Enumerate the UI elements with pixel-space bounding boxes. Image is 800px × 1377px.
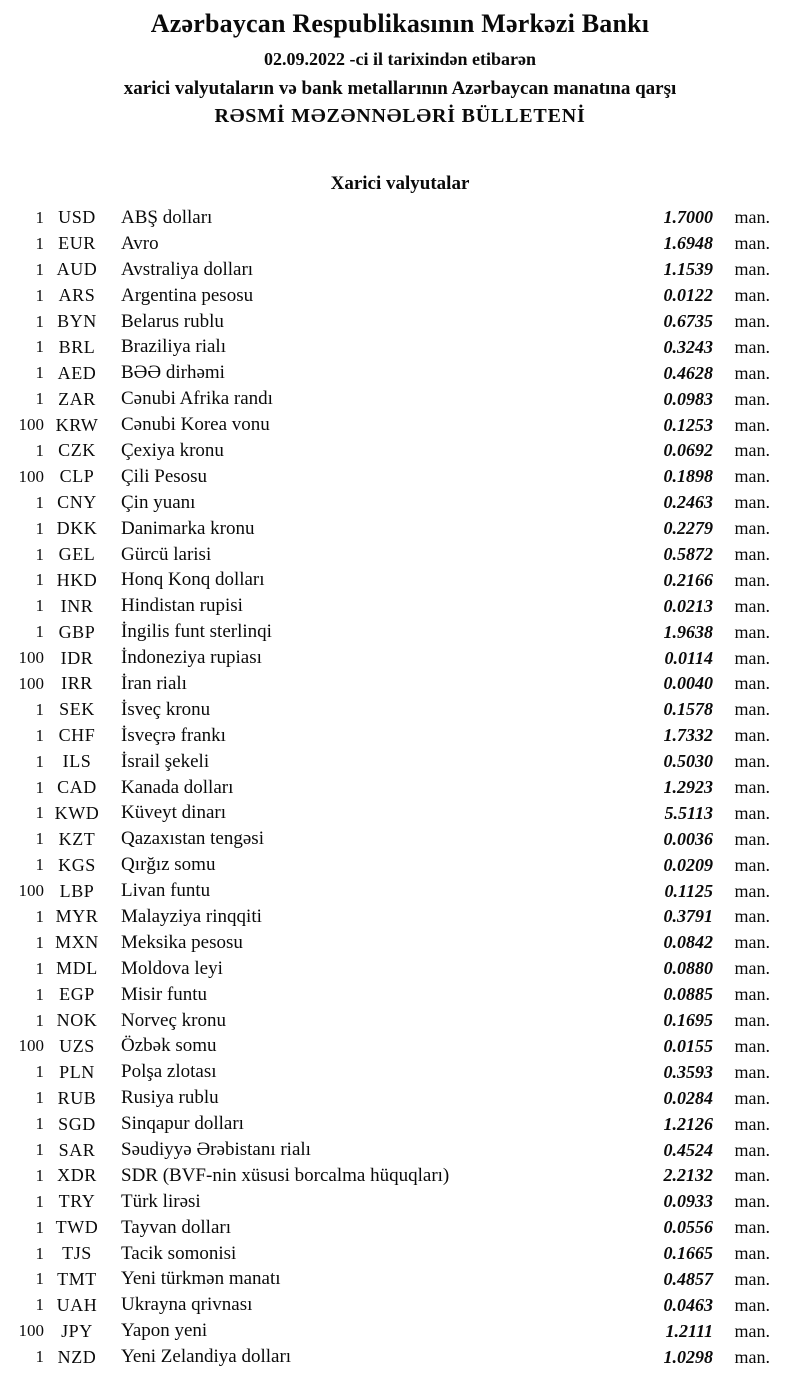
currency-name-cell: Gürcü larisi <box>121 543 212 565</box>
unit-label-cell: man. <box>734 751 770 772</box>
currency-code-cell: UAH <box>56 1294 98 1315</box>
unit-label-cell: man. <box>734 647 770 668</box>
currency-code-cell: GBP <box>58 621 96 642</box>
quantity-cell: 100 <box>18 1036 44 1056</box>
rate-value-cell: 0.0933 <box>663 1191 713 1212</box>
currency-name-cell: Braziliya rialı <box>121 336 226 358</box>
quantity-cell: 1 <box>35 751 44 771</box>
rate-value-cell: 0.0036 <box>663 828 713 849</box>
currency-code-cell: AUD <box>56 259 98 280</box>
quantity-cell: 1 <box>35 1191 44 1211</box>
quantity-cell: 1 <box>35 984 44 1004</box>
currency-code-cell: USD <box>58 207 96 228</box>
quantity-cell: 1 <box>35 1295 44 1315</box>
currency-code-cell: TRY <box>58 1191 96 1212</box>
currency-name-cell: Polşa zlotası <box>121 1061 217 1083</box>
currency-code-cell: RUB <box>57 1087 97 1108</box>
quantity-cell: 1 <box>35 777 44 797</box>
currency-name-cell: Moldova leyi <box>121 957 223 979</box>
rate-value-cell: 0.1695 <box>663 1010 713 1031</box>
quantity-cell: 1 <box>35 699 44 719</box>
currency-name-cell: Danimarka kronu <box>121 517 255 539</box>
currency-name-cell: İsveçrə frankı <box>121 724 226 746</box>
quantity-cell: 1 <box>35 544 44 564</box>
currency-name-cell: Yapon yeni <box>121 1320 208 1342</box>
unit-label-cell: man. <box>734 1087 770 1108</box>
rate-value-cell: 1.7332 <box>663 725 713 746</box>
currency-code-cell: KGS <box>58 854 96 875</box>
unit-label-cell: man. <box>734 388 770 409</box>
rate-value-cell: 0.1665 <box>663 1243 713 1264</box>
currency-code-cell: CLP <box>59 466 95 487</box>
currency-name-cell: Səudiyyə Ərəbistanı rialı <box>121 1139 311 1160</box>
quantity-cell: 1 <box>35 363 44 383</box>
currency-code-cell: SEK <box>59 699 95 720</box>
rate-value-cell: 0.5030 <box>663 751 713 772</box>
currency-code-cell: TMT <box>57 1268 97 1289</box>
rate-value-cell: 0.0213 <box>663 595 713 616</box>
unit-label-cell: man. <box>734 362 770 383</box>
rate-value-cell: 1.1539 <box>663 259 713 280</box>
currency-name-cell: Avro <box>121 232 159 254</box>
rate-value-cell: 0.1898 <box>663 466 713 487</box>
quantity-cell: 1 <box>35 285 44 305</box>
currency-code-cell: UZS <box>59 1035 95 1056</box>
currency-code-cell: CZK <box>58 440 96 461</box>
currency-code-cell: TWD <box>55 1217 99 1238</box>
quantity-cell: 1 <box>35 492 44 512</box>
currency-name-cell: Argentina pesosu <box>121 284 254 306</box>
quantity-cell: 1 <box>35 1217 44 1237</box>
unit-label-cell: man. <box>734 492 770 513</box>
unit-label-cell: man. <box>734 311 770 331</box>
unit-label-cell: man. <box>734 1243 770 1264</box>
currency-code-cell: IDR <box>60 647 94 668</box>
unit-label-cell: man. <box>734 336 770 357</box>
rate-value-cell: 0.5872 <box>663 544 713 565</box>
currency-name-cell: Özbək somu <box>121 1035 217 1057</box>
unit-label-cell: man. <box>734 802 770 823</box>
rate-value-cell: 1.0298 <box>663 1346 713 1367</box>
quantity-cell: 1 <box>35 311 44 331</box>
unit-label-cell: man. <box>734 259 770 280</box>
unit-label-cell: man. <box>734 1268 770 1289</box>
quantity-cell: 1 <box>35 1114 44 1134</box>
rate-value-cell: 0.1253 <box>663 414 713 435</box>
unit-label-cell: man. <box>734 1139 770 1160</box>
currency-code-cell: BRL <box>58 336 96 357</box>
currency-name-cell: Belarus rublu <box>121 310 224 332</box>
unit-label-cell: man. <box>734 854 770 875</box>
quantity-cell: 100 <box>18 881 44 901</box>
quantity-cell: 1 <box>35 829 44 849</box>
quantity-cell: 1 <box>35 596 44 616</box>
currency-name-cell: Hindistan rupisi <box>121 595 243 617</box>
rate-value-cell: 0.0842 <box>663 932 713 953</box>
rate-value-cell: 0.0885 <box>663 984 713 1005</box>
rate-value-cell: 1.9638 <box>663 621 713 642</box>
unit-label-cell: man. <box>734 1217 770 1238</box>
quantity-cell: 1 <box>35 855 44 875</box>
rate-value-cell: 0.6735 <box>663 311 713 331</box>
currency-code-cell: NZD <box>57 1346 97 1367</box>
currency-name-cell: Rusiya rublu <box>121 1087 219 1109</box>
unit-label-cell: man. <box>734 440 770 461</box>
quantity-cell: 100 <box>18 415 44 435</box>
quantity-cell: 100 <box>18 673 44 693</box>
rate-value-cell: 0.1125 <box>664 880 713 901</box>
currency-code-cell: PLN <box>59 1061 95 1082</box>
subtitle-line: xarici valyutaların və bank metallarının Azərbaycan manatına qarşı <box>123 78 677 99</box>
unit-label-cell: man. <box>734 595 770 616</box>
document-header <box>0 8 800 128</box>
currency-code-cell: CAD <box>57 777 97 798</box>
unit-label-cell: man. <box>734 285 770 306</box>
rate-value-cell: 5.5113 <box>664 802 713 823</box>
currency-name-cell: Çili Pesosu <box>121 465 208 487</box>
currency-name-cell: Çexiya kronu <box>121 439 224 461</box>
currency-code-cell: EGP <box>59 984 95 1005</box>
quantity-cell: 1 <box>35 1140 44 1159</box>
currency-name-cell: Qazaxıstan tengəsi <box>121 828 264 850</box>
currency-name-cell: Türk lirəsi <box>121 1190 201 1212</box>
rate-value-cell: 0.2463 <box>663 492 713 513</box>
currency-name-cell: ABŞ dolları <box>121 206 213 228</box>
quantity-cell: 1 <box>35 1088 44 1108</box>
quantity-cell: 1 <box>35 440 44 460</box>
unit-label-cell: man. <box>734 233 770 254</box>
unit-label-cell: man. <box>734 414 770 435</box>
currency-code-cell: XDR <box>57 1165 97 1186</box>
bulletin-title: RƏSMİ MƏZƏNNƏLƏRİ BÜLLETENİ <box>214 105 586 127</box>
currency-name-cell: Cənubi Korea vonu <box>121 414 270 436</box>
unit-label-cell: man. <box>734 958 770 979</box>
currency-code-cell: HKD <box>56 569 98 590</box>
rate-value-cell: 1.2126 <box>663 1113 713 1134</box>
rate-value-cell: 2.2132 <box>663 1165 713 1186</box>
currency-code-cell: AED <box>57 362 97 383</box>
bank-title: Azərbaycan Respublikasının Mərkəzi Bankı <box>150 9 650 38</box>
unit-label-cell: man. <box>734 466 770 487</box>
rate-value-cell: 0.0284 <box>663 1087 713 1108</box>
quantity-cell: 100 <box>18 648 44 668</box>
unit-label-cell: man. <box>734 1346 770 1367</box>
currency-name-cell: Kanada dolları <box>121 776 234 798</box>
quantity-cell: 1 <box>35 570 44 590</box>
currency-name-cell: Livan funtu <box>121 880 211 902</box>
currency-name-cell: Ukrayna qrivnası <box>121 1294 253 1316</box>
rate-value-cell: 0.0122 <box>663 285 713 306</box>
unit-label-cell: man. <box>734 207 770 228</box>
rate-value-cell: 1.6948 <box>663 233 713 254</box>
rate-value-cell: 0.2279 <box>663 518 713 539</box>
unit-label-cell: man. <box>734 1010 770 1031</box>
currency-code-cell: KRW <box>55 414 99 435</box>
currency-code-cell: MYR <box>55 906 99 927</box>
currency-name-cell: Malayziya rinqqiti <box>121 905 262 927</box>
quantity-cell: 1 <box>35 1347 44 1367</box>
quantity-cell: 1 <box>35 1062 44 1082</box>
currency-code-cell: KZT <box>58 828 96 849</box>
unit-label-cell: man. <box>734 906 770 927</box>
currency-name-cell: Norveç kronu <box>121 1009 226 1031</box>
currency-code-cell: EUR <box>58 233 96 254</box>
currency-name-cell: Cənubi Afrika randı <box>121 388 273 410</box>
section-title: Xarici valyutalar <box>330 173 470 194</box>
currency-code-cell: JPY <box>61 1320 93 1341</box>
unit-label-cell: man. <box>734 1191 770 1212</box>
unit-label-cell: man. <box>734 777 770 798</box>
quantity-cell: 1 <box>35 803 44 823</box>
currency-name-cell: İndoneziya rupiası <box>121 647 262 669</box>
quantity-cell: 1 <box>35 233 44 253</box>
currency-name-cell: Honq Konq dolları <box>121 569 265 591</box>
currency-name-cell: İngilis funt sterlinqi <box>121 621 272 643</box>
currency-name-cell: Yeni Zelandiya dolları <box>121 1346 292 1368</box>
currency-name-cell: Avstraliya dolları <box>121 258 254 280</box>
unit-label-cell: man. <box>734 880 770 901</box>
currency-name-cell: Tayvan dolları <box>121 1216 231 1238</box>
quantity-cell: 1 <box>35 1243 44 1263</box>
rate-value-cell: 0.3243 <box>663 336 713 357</box>
currency-code-cell: DKK <box>56 518 98 539</box>
rate-value-cell: 1.2923 <box>663 777 713 798</box>
unit-label-cell: man. <box>734 1113 770 1134</box>
rate-value-cell: 0.0463 <box>663 1294 713 1315</box>
currency-name-cell: Yeni türkmən manatı <box>121 1268 281 1290</box>
rate-value-cell: 0.0155 <box>663 1035 713 1056</box>
unit-label-cell: man. <box>734 725 770 746</box>
quantity-cell: 1 <box>35 622 44 642</box>
unit-label-cell: man. <box>734 828 770 849</box>
unit-label-cell: man. <box>734 673 770 694</box>
currency-name-cell: Qırğız somu <box>121 854 216 876</box>
quantity-cell: 1 <box>35 207 44 227</box>
quantity-cell: 1 <box>35 906 44 926</box>
currency-code-cell: CHF <box>58 725 96 746</box>
currency-name-cell: Çin yuanı <box>121 491 196 513</box>
currency-code-cell: CNY <box>57 492 97 513</box>
unit-label-cell: man. <box>734 544 770 565</box>
rate-value-cell: 0.4524 <box>663 1139 713 1160</box>
quantity-cell: 1 <box>35 1010 44 1030</box>
currency-code-cell: IRR <box>61 673 93 694</box>
rate-value-cell: 0.0880 <box>663 958 713 979</box>
unit-label-cell: man. <box>734 1061 770 1082</box>
currency-name-cell: Küveyt dinarı <box>121 802 227 824</box>
quantity-cell: 1 <box>35 958 44 978</box>
unit-label-cell: man. <box>734 932 770 953</box>
currency-code-cell: ZAR <box>58 388 96 409</box>
rate-value-cell: 0.2166 <box>663 569 713 590</box>
rate-value-cell: 0.0556 <box>663 1217 713 1238</box>
rate-value-cell: 0.4857 <box>663 1268 713 1289</box>
currency-code-cell: GEL <box>58 544 96 565</box>
quantity-cell: 1 <box>35 1165 44 1185</box>
currency-code-cell: SAR <box>58 1139 96 1160</box>
quantity-cell: 100 <box>18 466 44 486</box>
currency-name-cell: BƏƏ dirhəmi <box>121 362 225 384</box>
currency-code-cell: INR <box>60 595 94 616</box>
currency-code-cell: MDL <box>56 958 98 979</box>
currency-name-cell: Tacik somonisi <box>121 1242 237 1264</box>
rate-value-cell: 0.0983 <box>663 388 713 409</box>
currency-name-cell: İran rialı <box>121 672 187 694</box>
rate-value-cell: 0.0114 <box>664 647 713 668</box>
quantity-cell: 1 <box>35 518 44 538</box>
rate-value-cell: 0.1578 <box>663 699 713 720</box>
currency-code-cell: TJS <box>62 1243 92 1264</box>
unit-label-cell: man. <box>734 1294 770 1315</box>
unit-label-cell: man. <box>734 569 770 590</box>
rate-value-cell: 1.7000 <box>663 207 713 228</box>
currency-code-cell: NOK <box>56 1010 98 1031</box>
rate-value-cell: 1.2111 <box>665 1320 713 1341</box>
currency-name-cell: Misir funtu <box>121 983 208 1005</box>
currency-name-cell: SDR (BVF-nin xüsusi borcalma hüquqları) <box>121 1164 450 1186</box>
rate-value-cell: 0.0209 <box>663 854 713 875</box>
quantity-cell: 1 <box>35 725 44 745</box>
exchange-rates-table <box>0 205 800 1370</box>
unit-label-cell: man. <box>734 699 770 720</box>
rate-value-cell: 0.0692 <box>663 440 713 461</box>
currency-name-cell: Sinqapur dolları <box>121 1113 244 1135</box>
currency-code-cell: SGD <box>58 1113 96 1134</box>
currency-code-cell: KWD <box>54 802 100 823</box>
unit-label-cell: man. <box>734 1035 770 1056</box>
unit-label-cell: man. <box>734 984 770 1005</box>
rate-value-cell: 0.3791 <box>663 906 713 927</box>
currency-name-cell: İsveç kronu <box>121 698 211 720</box>
currency-code-cell: MXN <box>55 932 99 953</box>
currency-code-cell: BYN <box>57 311 97 331</box>
rate-value-cell: 0.0040 <box>663 673 713 694</box>
effective-date-line: 02.09.2022 -ci il tarixindən etibarən <box>264 49 536 69</box>
currency-code-cell: LBP <box>59 880 95 901</box>
rate-value-cell: 0.3593 <box>663 1061 713 1082</box>
quantity-cell: 1 <box>35 932 44 952</box>
quantity-cell: 1 <box>35 389 44 409</box>
unit-label-cell: man. <box>734 1320 770 1341</box>
currency-code-cell: ARS <box>58 285 96 306</box>
unit-label-cell: man. <box>734 518 770 539</box>
quantity-cell: 1 <box>35 337 44 357</box>
quantity-cell: 1 <box>35 1269 44 1289</box>
unit-label-cell: man. <box>734 621 770 642</box>
currency-code-cell: ILS <box>62 751 92 772</box>
currency-name-cell: İsrail şekeli <box>121 750 210 772</box>
rate-value-cell: 0.4628 <box>663 362 713 383</box>
unit-label-cell: man. <box>734 1165 770 1186</box>
quantity-cell: 100 <box>18 1321 44 1341</box>
currency-name-cell: Meksika pesosu <box>121 931 243 953</box>
quantity-cell: 1 <box>35 259 44 279</box>
